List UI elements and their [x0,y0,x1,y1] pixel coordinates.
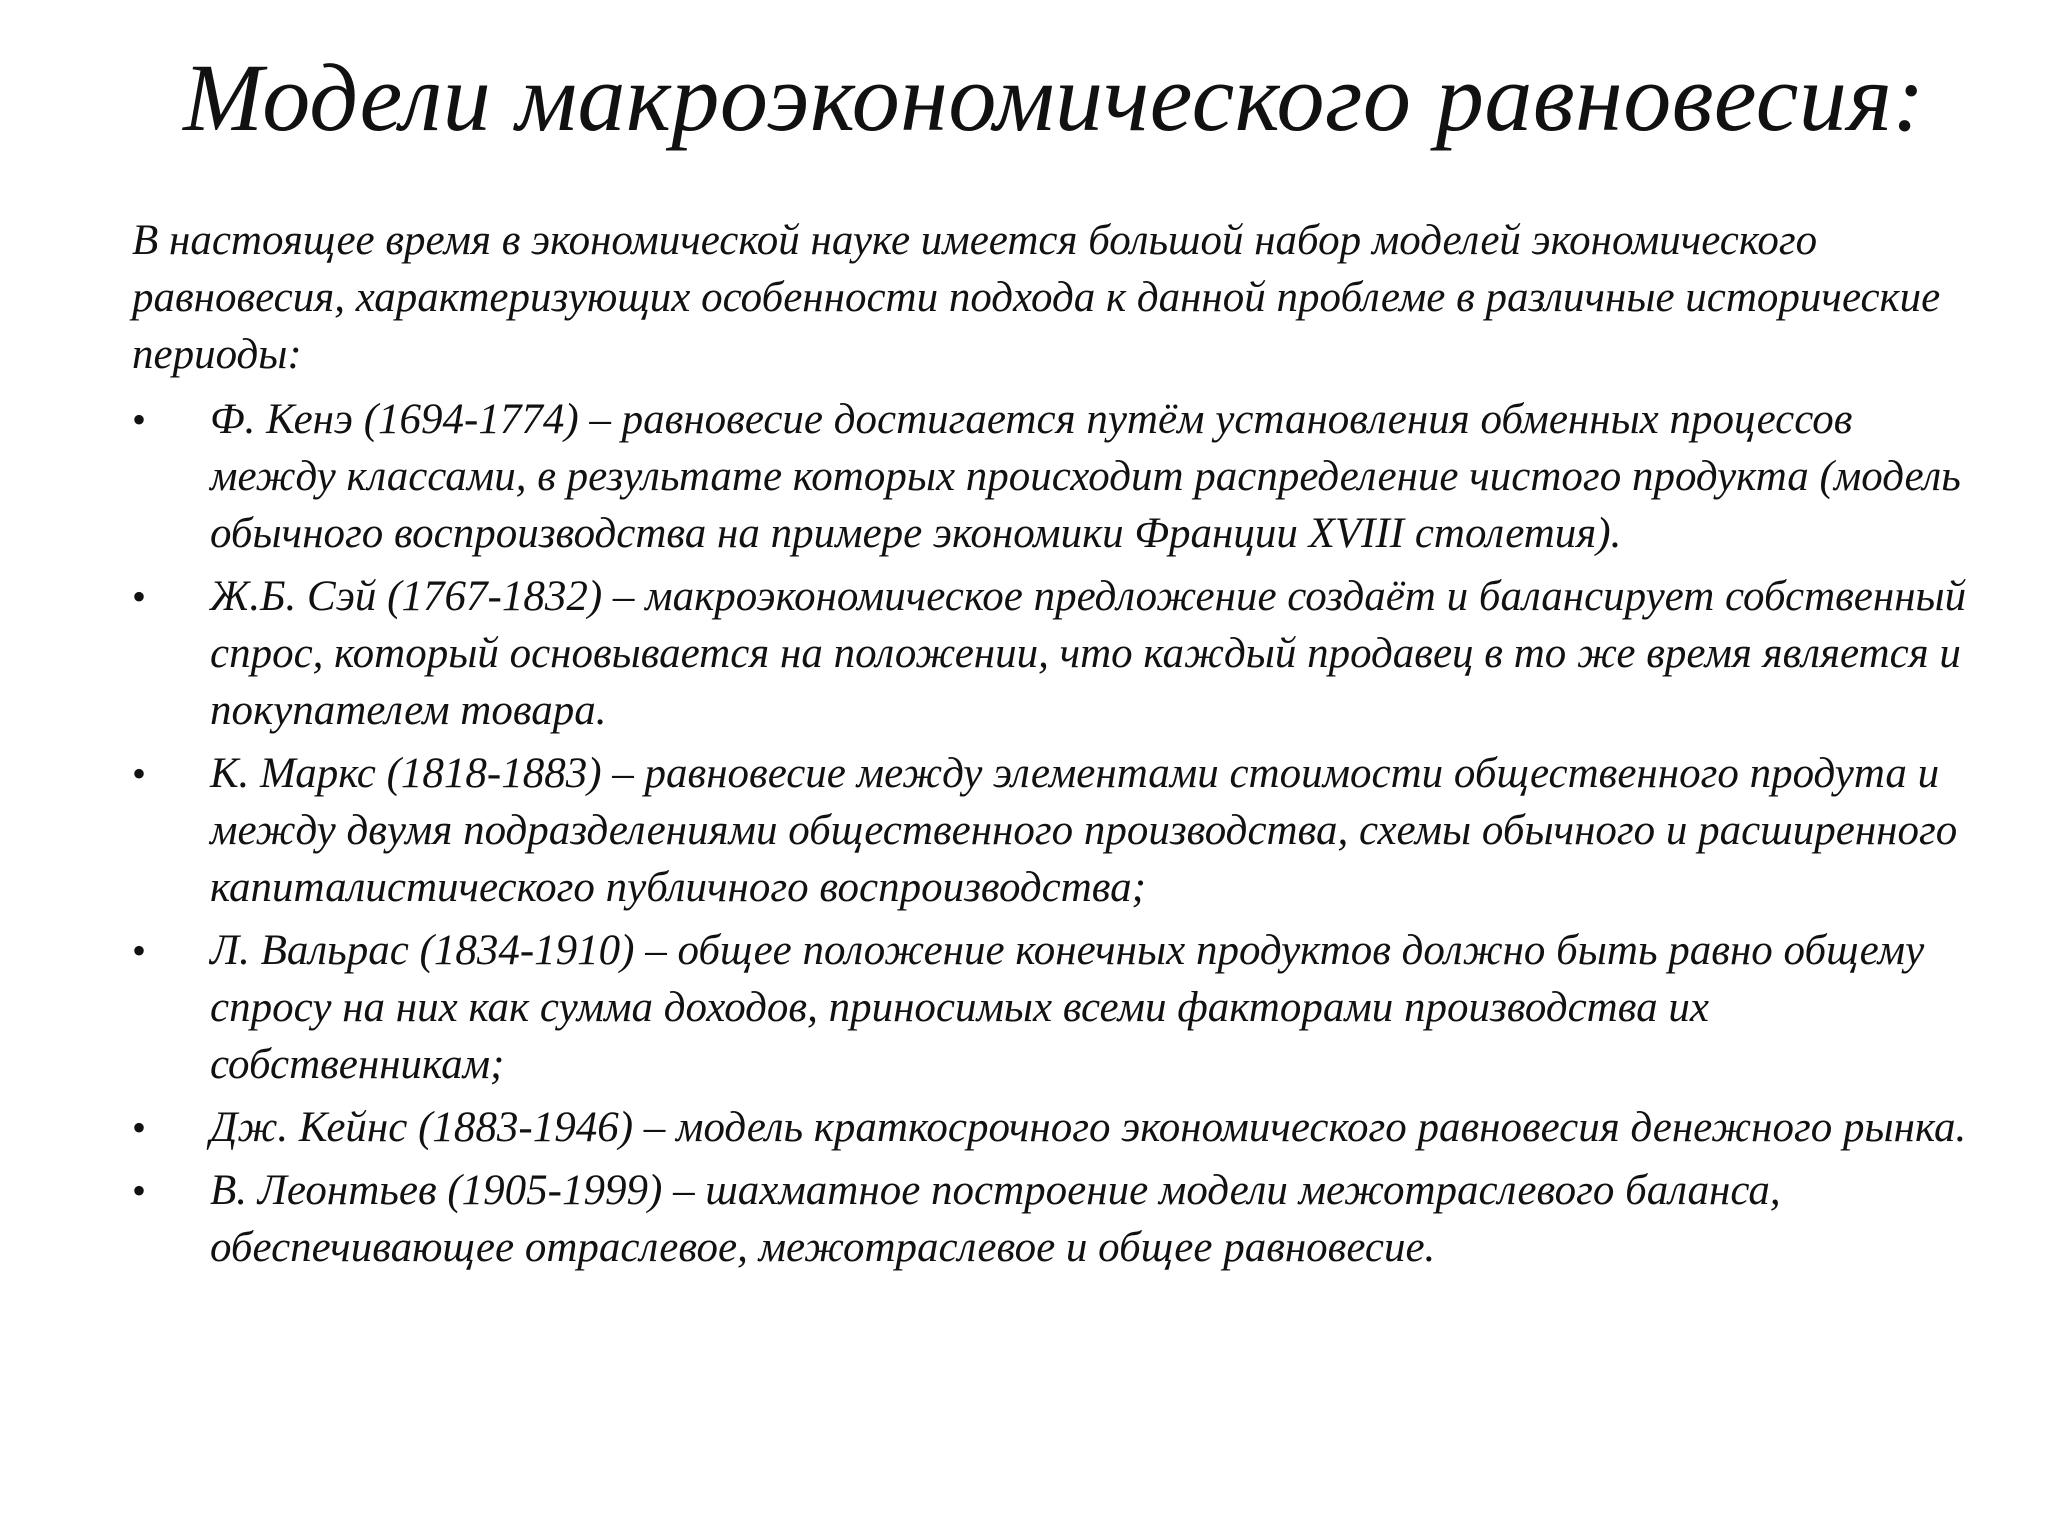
list-item-marx [132,745,1982,916]
list-item-quesnay [132,391,1982,562]
slide-body [132,212,1982,1282]
bullet-dot: • [132,1105,147,1150]
list-item-say [132,568,1982,739]
models-list [132,391,1982,1276]
list-item-leontief [132,1162,1982,1276]
list-item-text: Дж. Кейнс (1883-1946) – модель краткосрочного экономического равновесия денежного рынка. [210,1104,1967,1151]
bullet-dot: • [132,1168,147,1213]
bullet-dot: • [132,574,147,619]
list-item-text: Ж.Б. Сэй (1767-1832) – макроэкономическое предложение создаёт и балансирует собственный спрос, который основывается на положении, что каждый продавец в то же время является и покупателем товара. [210,573,1967,734]
bullet-dot: • [132,928,147,973]
slide-title: Модели макроэкономического равновесия: [183,44,1925,151]
intro-paragraph: В настоящее время в экономической науке имеется большой набор моделей экономического равновесия, характеризующих особенности подхода к данной проблеме в различные исторические периоды: [132,217,1941,378]
list-item-walras [132,922,1982,1093]
list-item-keynes [132,1099,1982,1156]
list-item-text: К. Маркс (1818-1883) – равновесие между элементами стоимости общественного продута и между двумя подразделениями общественного производства, схемы обычного и расширенного капиталистического публичного воспроизводства; [210,750,1958,911]
list-item-text: Л. Вальрас (1834-1910) – общее положение конечных продуктов должно быть равно общему спросу на них как сумма доходов, приносимых всеми факторами производства их собственникам; [210,927,1925,1088]
bullet-dot: • [132,751,147,796]
list-item-text: В. Леонтьев (1905-1999) – шахматное построение модели межотраслевого баланса, обеспечивающее отраслевое, межотраслевое и общее равновесие. [210,1167,1781,1271]
list-item-text: Ф. Кенэ (1694-1774) – равновесие достигается путём установления обменных процессов между классами, в результате которых происходит распределение чистого продукта (модель обычного воспроизводства на примере экономики Франции XVIII столетия). [210,396,1961,557]
bullet-dot: • [132,397,147,442]
